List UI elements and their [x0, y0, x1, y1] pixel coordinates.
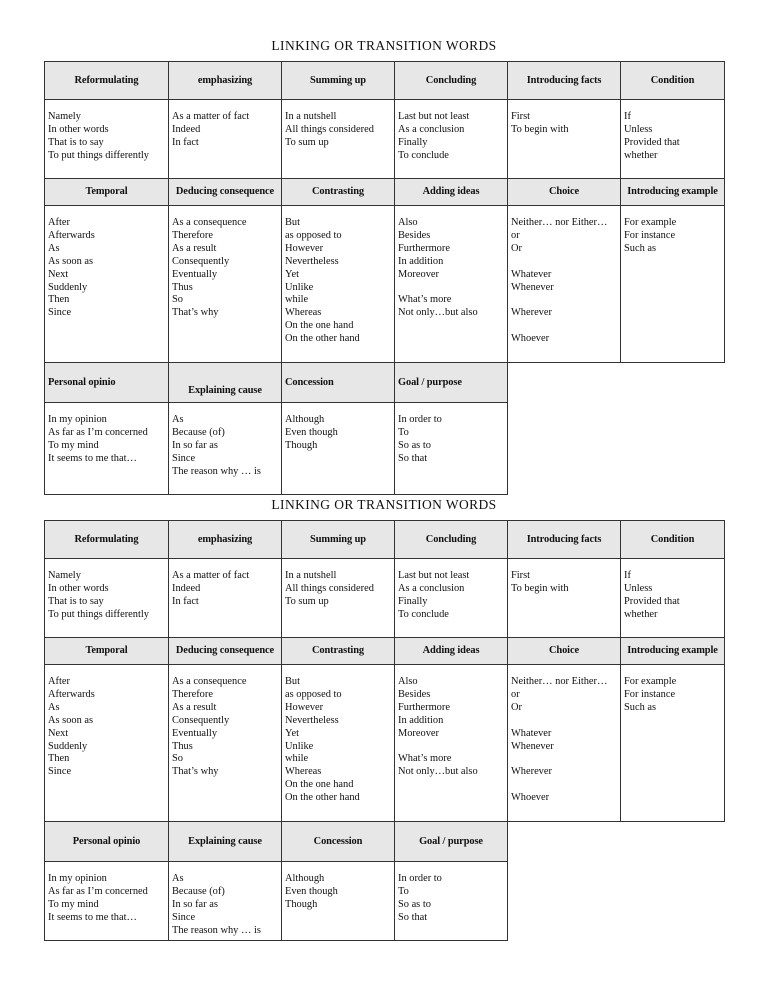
cell-concession: [282, 403, 395, 495]
header-personal-opinion: Personal opinio: [45, 363, 169, 403]
cell-reformulating: [45, 559, 169, 638]
cell-line: Wherever: [511, 307, 552, 319]
cell-reformulating: [45, 100, 169, 179]
cell-line: Even though: [285, 426, 338, 438]
cell-line: To conclude: [398, 608, 449, 620]
cell-line: In fact: [172, 136, 199, 148]
cell-line: Also: [398, 217, 418, 228]
sheet-top: [44, 37, 724, 495]
cell-line: As a conclusion: [398, 123, 465, 135]
cell-line: Furthermore: [398, 242, 450, 254]
page-title: LINKING OR TRANSITION WORDS: [271, 38, 497, 53]
cell-line: Therefore: [172, 688, 213, 700]
cell-line: Provided that: [624, 136, 680, 148]
cell-summing-up: [282, 100, 395, 179]
cell-line: What’s more: [398, 753, 452, 765]
cell-line: whether: [624, 149, 658, 161]
cell-line: Such as: [624, 701, 657, 713]
header-choice: Choice: [508, 179, 621, 206]
cell-line: So as to: [398, 439, 431, 451]
cell-line: Thus: [172, 740, 193, 752]
cell-line: As far as I’m concerned: [48, 426, 148, 438]
cell-line: Consequently: [172, 255, 230, 267]
cell-line: However: [285, 242, 324, 254]
header-concluding: Concluding: [395, 521, 508, 559]
header-row-1: [45, 521, 725, 559]
cell-line: On the one hand: [285, 779, 354, 791]
cell-line: Whenever: [511, 281, 554, 293]
cell-line: To put things differently: [48, 149, 149, 161]
header-condition: Condition: [621, 62, 725, 100]
cell-line: or: [511, 229, 520, 241]
cell-line: [511, 779, 617, 792]
cell-line: What’s more: [398, 294, 452, 306]
cell-line: [398, 282, 504, 295]
cell-line: It seems to me that…: [48, 911, 137, 923]
cell-contrasting: [282, 206, 395, 363]
cell-line: Namely: [48, 111, 81, 122]
cell-line: Unless: [624, 123, 653, 135]
cell-line: The reason why … is: [172, 924, 261, 936]
cell-line: Besides: [398, 229, 431, 241]
content-row-2: [45, 665, 725, 822]
cell-line: Whatever: [511, 727, 552, 739]
transition-table: [44, 61, 725, 495]
cell-line: Then: [48, 753, 70, 765]
cell-line: Because (of): [172, 885, 225, 897]
cell-line: [511, 715, 617, 728]
cell-introducing-example: [621, 665, 725, 822]
cell-line: as opposed to: [285, 688, 342, 700]
cell-line: In order to: [398, 414, 442, 425]
cell-line: while: [285, 294, 309, 306]
cell-adding-ideas: [395, 206, 508, 363]
cell-temporal: [45, 665, 169, 822]
cell-line: On the other hand: [285, 792, 360, 804]
cell-line: Since: [48, 766, 72, 778]
header-condition: Condition: [621, 521, 725, 559]
cell-line: Whenever: [511, 740, 554, 752]
cell-line: In fact: [172, 595, 199, 607]
cell-line: To: [398, 426, 409, 438]
cell-concluding: [395, 100, 508, 179]
cell-line: To my mind: [48, 898, 99, 910]
cell-line: Because (of): [172, 426, 225, 438]
cell-line: Last but not least: [398, 570, 470, 581]
header-row-2: [45, 179, 725, 206]
cell-line: Finally: [398, 595, 428, 607]
cell-choice: [508, 665, 621, 822]
header-introducing-example: Introducing example: [621, 638, 725, 665]
cell-line: Provided that: [624, 595, 680, 607]
cell-explaining-cause: [169, 862, 282, 941]
cell-line: Although: [285, 414, 325, 425]
cell-line: Not only…but also: [398, 766, 478, 778]
cell-line: In addition: [398, 714, 444, 726]
cell-line: Whoever: [511, 333, 550, 345]
cell-contrasting: [282, 665, 395, 822]
cell-line: Unless: [624, 582, 653, 594]
cell-line: For example: [624, 676, 677, 687]
cell-condition: [621, 559, 725, 638]
cell-line: As a consequence: [172, 676, 247, 687]
header-adding-ideas: Adding ideas: [395, 638, 508, 665]
cell-line: It seems to me that…: [48, 452, 137, 464]
cell-line: [511, 753, 617, 766]
header-row-2: [45, 638, 725, 665]
cell-line: However: [285, 701, 324, 713]
cell-line: [511, 320, 617, 333]
cell-line: Consequently: [172, 714, 230, 726]
cell-line: To sum up: [285, 595, 329, 607]
header-deducing-consequence: Deducing consequence: [169, 179, 282, 206]
cell-line: Eventually: [172, 268, 218, 280]
cell-line: Therefore: [172, 229, 213, 241]
cell-line: Thus: [172, 281, 193, 293]
cell-line: Namely: [48, 570, 81, 581]
header-emphasizing: emphasizing: [169, 521, 282, 559]
cell-line: Whereas: [285, 766, 322, 778]
cell-line: That’s why: [172, 766, 219, 778]
cell-line: So as to: [398, 898, 431, 910]
cell-line: Whereas: [285, 307, 322, 319]
cell-line: Whoever: [511, 792, 550, 804]
header-concluding: Concluding: [395, 62, 508, 100]
cell-explaining-cause: [169, 403, 282, 495]
cell-line: Last but not least: [398, 111, 470, 122]
header-row-3: [45, 822, 725, 862]
header-row-1: [45, 62, 725, 100]
cell-line: whether: [624, 608, 658, 620]
cell-line: Though: [285, 439, 318, 451]
cell-line: First: [511, 570, 531, 581]
cell-line: To sum up: [285, 136, 329, 148]
cell-line: As soon as: [48, 714, 94, 726]
cell-line: Yet: [285, 727, 299, 739]
cell-line: In other words: [48, 123, 109, 135]
cell-line: In my opinion: [48, 414, 107, 425]
header-reformulating: Reformulating: [45, 521, 169, 559]
cell-goal-purpose: [395, 403, 508, 495]
transition-table-repeat: [44, 520, 725, 941]
cell-line: Although: [285, 873, 325, 884]
cell-line: Nevertheless: [285, 255, 339, 267]
cell-line: For example: [624, 217, 677, 228]
cell-line: All things considered: [285, 123, 374, 135]
cell-line: But: [285, 676, 301, 687]
cell-line: So that: [398, 911, 428, 923]
cell-line: Afterwards: [48, 229, 95, 241]
cell-introducing-example: [621, 206, 725, 363]
cell-line: As a conclusion: [398, 582, 465, 594]
header-concession: Concession: [282, 363, 395, 403]
cell-line: As: [48, 701, 60, 713]
cell-line: To begin with: [511, 123, 569, 135]
header-temporal: Temporal: [45, 179, 169, 206]
cell-line: As a result: [172, 242, 217, 254]
cell-line: Indeed: [172, 123, 201, 135]
cell-line: But: [285, 217, 301, 228]
cell-line: In a nutshell: [285, 570, 337, 581]
cell-line: As a consequence: [172, 217, 247, 228]
cell-deducing-consequence: [169, 206, 282, 363]
cell-line: As: [48, 242, 60, 254]
cell-line: If: [624, 111, 631, 122]
cell-line: After: [48, 217, 70, 228]
cell-line: or: [511, 688, 520, 700]
header-reformulating: Reformulating: [45, 62, 169, 100]
header-adding-ideas: Adding ideas: [395, 179, 508, 206]
page-title-repeat: LINKING OR TRANSITION WORDS: [271, 497, 497, 512]
cell-line: Indeed: [172, 582, 201, 594]
cell-concluding: [395, 559, 508, 638]
cell-line: For instance: [624, 229, 676, 241]
cell-line: Neither… nor Either…: [511, 676, 608, 687]
cell-line: Yet: [285, 268, 299, 280]
header-temporal: Temporal: [45, 638, 169, 665]
cell-introducing-facts: [508, 559, 621, 638]
cell-line: Suddenly: [48, 281, 88, 293]
cell-line: In order to: [398, 873, 442, 884]
cell-line: as opposed to: [285, 229, 342, 241]
cell-emphasizing: [169, 559, 282, 638]
cell-choice: [508, 206, 621, 363]
cell-line: [511, 256, 617, 269]
cell-line: For instance: [624, 688, 676, 700]
content-row-1: [45, 559, 725, 638]
cell-line: Eventually: [172, 727, 218, 739]
cell-line: To conclude: [398, 149, 449, 161]
cell-line: Next: [48, 727, 69, 739]
cell-line: So: [172, 753, 183, 765]
cell-line: In addition: [398, 255, 444, 267]
empty-area: [508, 363, 725, 495]
cell-introducing-facts: [508, 100, 621, 179]
cell-line: Neither… nor Either…: [511, 217, 608, 228]
cell-summing-up: [282, 559, 395, 638]
cell-line: As: [172, 414, 184, 425]
cell-line: As a result: [172, 701, 217, 713]
cell-line: Afterwards: [48, 688, 95, 700]
cell-temporal: [45, 206, 169, 363]
header-row-3: [45, 363, 725, 403]
cell-line: That is to say: [48, 136, 104, 148]
cell-line: Besides: [398, 688, 431, 700]
header-introducing-example: Introducing example: [621, 179, 725, 206]
cell-line: To put things differently: [48, 608, 149, 620]
cell-personal-opinion: [45, 403, 169, 495]
cell-line: Suddenly: [48, 740, 88, 752]
cell-line: Wherever: [511, 766, 552, 778]
header-personal-opinion: Personal opinio: [45, 822, 169, 862]
cell-line: Since: [172, 911, 196, 923]
cell-line: In a nutshell: [285, 111, 337, 122]
cell-line: That’s why: [172, 307, 219, 319]
cell-line: As a matter of fact: [172, 570, 250, 581]
cell-line: After: [48, 676, 70, 687]
header-contrasting: Contrasting: [282, 179, 395, 206]
cell-line: Not only…but also: [398, 307, 478, 319]
cell-line: Nevertheless: [285, 714, 339, 726]
header-choice: Choice: [508, 638, 621, 665]
cell-deducing-consequence: [169, 665, 282, 822]
cell-line: Furthermore: [398, 701, 450, 713]
cell-line: In other words: [48, 582, 109, 594]
cell-line: Whatever: [511, 268, 552, 280]
cell-line: Since: [172, 452, 196, 464]
cell-line: Next: [48, 268, 69, 280]
cell-line: Such as: [624, 242, 657, 254]
cell-line: The reason why … is: [172, 465, 261, 477]
cell-line: As a matter of fact: [172, 111, 250, 122]
cell-line: In my opinion: [48, 873, 107, 884]
cell-line: Finally: [398, 136, 428, 148]
cell-line: Moreover: [398, 727, 439, 739]
empty-area: [508, 822, 725, 941]
cell-line: Since: [48, 307, 72, 319]
cell-adding-ideas: [395, 665, 508, 822]
cell-line: As far as I’m concerned: [48, 885, 148, 897]
header-introducing-facts: Introducing facts: [508, 521, 621, 559]
content-row-1: [45, 100, 725, 179]
header-summing-up: Summing up: [282, 521, 395, 559]
cell-line: [398, 741, 504, 754]
cell-concession: [282, 862, 395, 941]
cell-line: If: [624, 570, 631, 581]
cell-line: Even though: [285, 885, 338, 897]
header-contrasting: Contrasting: [282, 638, 395, 665]
cell-line: On the other hand: [285, 333, 360, 345]
sheet-bottom: [44, 496, 724, 941]
cell-line: All things considered: [285, 582, 374, 594]
cell-line: Or: [511, 242, 522, 254]
cell-line: That is to say: [48, 595, 104, 607]
content-row-2: [45, 206, 725, 363]
cell-line: On the one hand: [285, 320, 354, 332]
cell-line: In so far as: [172, 439, 218, 451]
header-emphasizing: emphasizing: [169, 62, 282, 100]
cell-goal-purpose: [395, 862, 508, 941]
header-introducing-facts: Introducing facts: [508, 62, 621, 100]
cell-condition: [621, 100, 725, 179]
cell-line: To: [398, 885, 409, 897]
cell-line: As soon as: [48, 255, 94, 267]
cell-line: So: [172, 294, 183, 306]
cell-line: To begin with: [511, 582, 569, 594]
header-summing-up: Summing up: [282, 62, 395, 100]
cell-emphasizing: [169, 100, 282, 179]
header-explaining-cause: Explaining cause: [169, 822, 282, 862]
cell-line: Or: [511, 701, 522, 713]
cell-personal-opinion: [45, 862, 169, 941]
header-explaining-cause: Explaining cause: [169, 363, 282, 403]
cell-line: Unlike: [285, 740, 314, 752]
header-goal-purpose: Goal / purpose: [395, 822, 508, 862]
header-concession: Concession: [282, 822, 395, 862]
header-deducing-consequence: Deducing consequence: [169, 638, 282, 665]
cell-line: while: [285, 753, 309, 765]
cell-line: So that: [398, 452, 428, 464]
cell-line: Then: [48, 294, 70, 306]
cell-line: Unlike: [285, 281, 314, 293]
cell-line: To my mind: [48, 439, 99, 451]
cell-line: Moreover: [398, 268, 439, 280]
cell-line: First: [511, 111, 531, 122]
cell-line: As: [172, 873, 184, 884]
header-goal-purpose: Goal / purpose: [395, 363, 508, 403]
cell-line: In so far as: [172, 898, 218, 910]
cell-line: Though: [285, 898, 318, 910]
cell-line: [511, 294, 617, 307]
cell-line: Also: [398, 676, 418, 687]
